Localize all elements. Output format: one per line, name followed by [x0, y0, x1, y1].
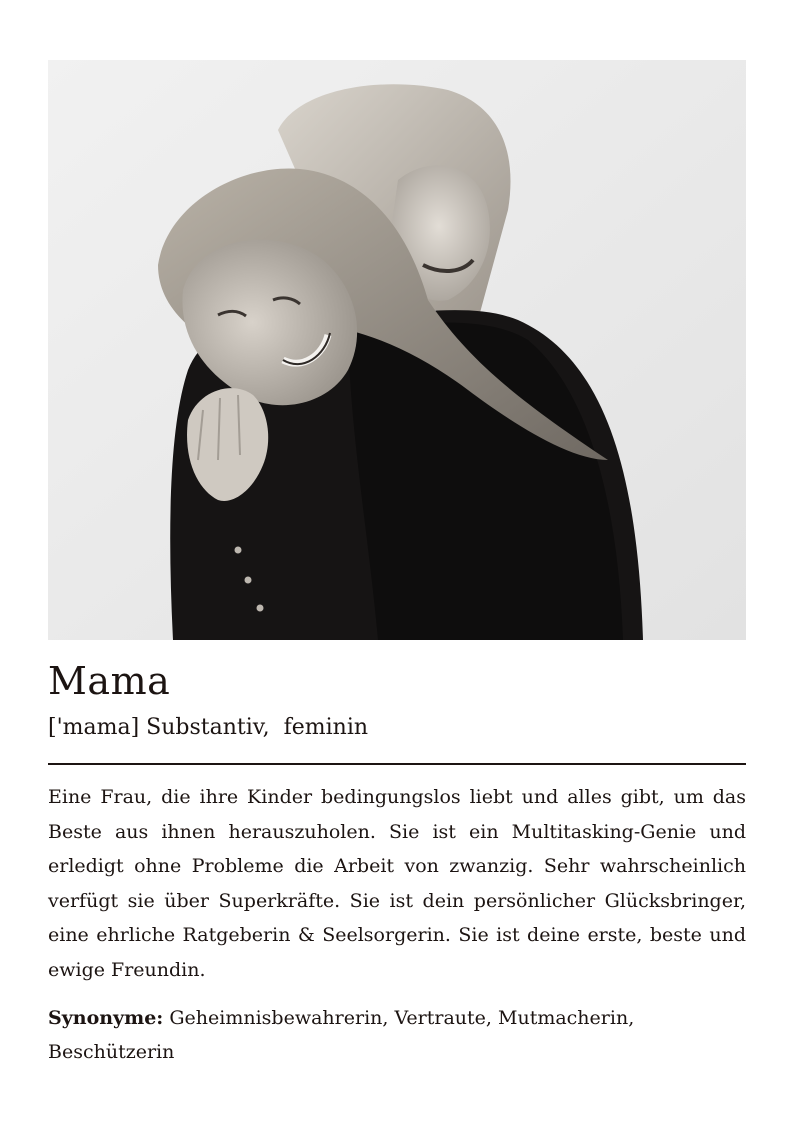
definition-text: Eine Frau, die ihre Kinder bedingungslos liebt und alles gibt, um das Beste aus ihnen herauszuholen. Sie ist ein Multitasking-Genie und erledigt ohne Probleme die Arbeit von zwanzig. Sehr wahrscheinlich verfügt sie über Superkräfte. Sie ist dein persönlicher Glücksbringer, eine ehrliche Ratgeberin & Seelsorgerin. Sie ist deine erste, beste und ewige Freundin.: [48, 786, 746, 981]
pronunciation: ['mama]: [48, 715, 140, 740]
synonyms-list: Geheimnisbewahrerin, Vertraute, Mutmacherin, Beschützerin: [48, 1007, 635, 1063]
entry-subtitle: [48, 713, 368, 743]
entry-title: Mama: [48, 659, 171, 703]
synonyms-label: Synonyme:: [48, 1007, 164, 1029]
divider-line: [48, 763, 746, 765]
synonyms: [48, 1001, 746, 1069]
photo-two-women-hugging-icon: [48, 60, 746, 640]
hero-photo: [48, 60, 746, 640]
grammatical-gender: feminin: [283, 715, 369, 740]
word-class: Substantiv,: [146, 715, 270, 740]
